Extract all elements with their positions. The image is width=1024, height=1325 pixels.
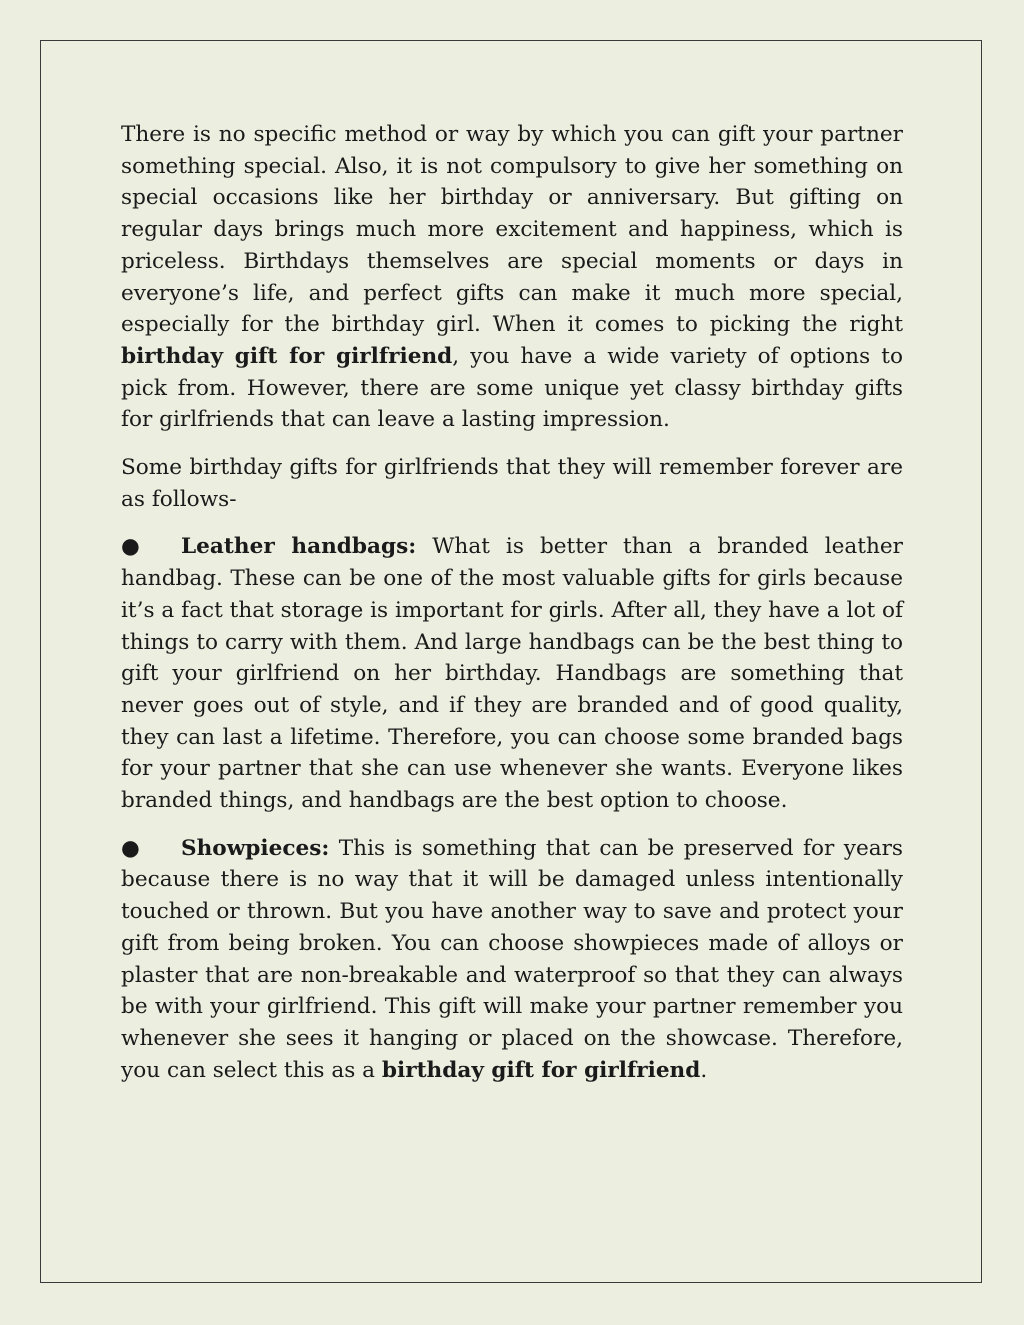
list-item-text: This is something that can be preserved for years because there is no way that it will be damaged unless intentionally touched or thrown. But you have another way to save and protect your gift from being broken. You can choose showpieces made of alloys or plaster that are non-breakable and waterproof so that they can always be with your girlfriend. This gift will make your partner remember you whenever she sees it hanging or placed on the showcase. Therefore, you can select this as a — [121, 835, 903, 1083]
list-item-leather-handbags — [121, 531, 903, 816]
intro-text: There is no specific method or way by which you can gift your partner something special. Also, it is not compulsory to give her something on special occasions like her birthday or anniversary. But gifting on regular days brings much more excitement and happiness, which is priceless. Birthdays themselves are special moments or days in everyone’s life, and perfect gifts can make it much more special, especially for the birthday girl. When it comes to picking the right — [121, 122, 903, 338]
list-item-keyword: birthday gift for girlfriend — [381, 1057, 701, 1083]
list-item-showpieces — [121, 833, 903, 1087]
intro-keyword: birthday gift for girlfriend — [121, 343, 453, 369]
bullet-icon: ● — [121, 534, 140, 560]
list-item-title: Leather handbags: — [181, 534, 417, 560]
list-item-text: What is better than a branded leather handbag. These can be one of the most valuable gifts for girls because it’s a fact that storage is important for girls. After all, they have a lot of things to carry with them. And large handbags can be the best thing to gift your girlfriend on her birthday. Handbags are something that never goes out of style, and if they are branded and of good quality, they can last a lifetime. Therefore, you can choose some branded bags for your partner that she can use whenever she wants. Everyone likes branded things, and handbags are the best option to choose. — [121, 534, 903, 814]
list-item-text-end: . — [700, 1057, 708, 1083]
intro-text-end: , you have a wide variety of options to pick from. However, there are some unique yet classy birthday gifts for girlfriends that can leave a lasting impression. — [121, 343, 903, 433]
intro-paragraph — [121, 119, 903, 436]
list-lead-paragraph — [121, 452, 903, 515]
list-lead-text: Some birthday gifts for girlfriends that they will remember forever are as follows- — [121, 455, 903, 512]
list-item-title: Showpieces: — [181, 835, 330, 861]
document-page — [40, 40, 982, 1283]
bullet-icon: ● — [121, 835, 140, 861]
document-body — [121, 119, 903, 1102]
